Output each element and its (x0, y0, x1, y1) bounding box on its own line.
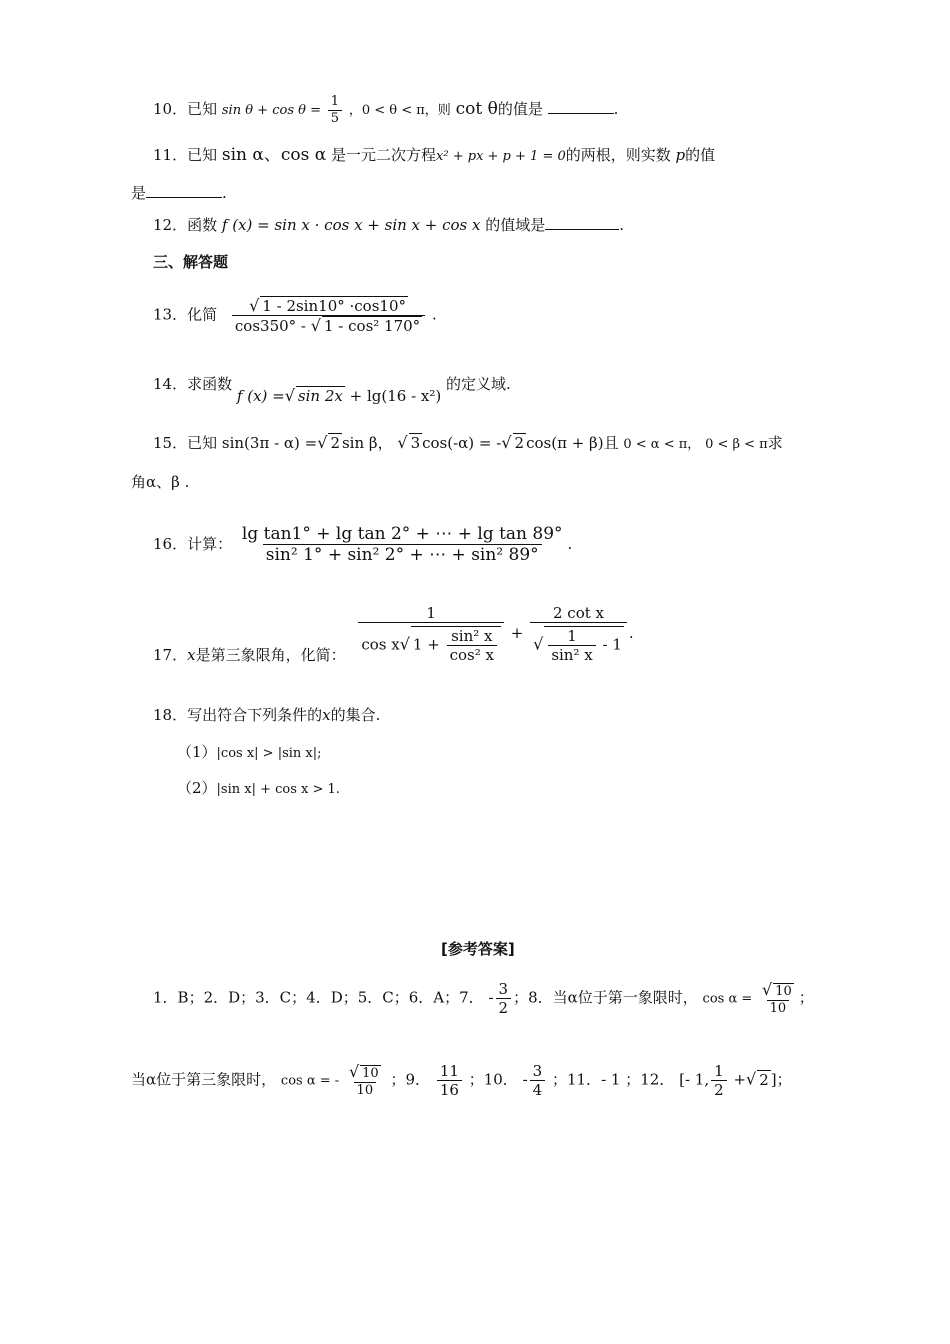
q-text: 的值是 (497, 100, 543, 119)
question-11-cont: 是 . (131, 184, 227, 202)
radicand: 2 (759, 1070, 769, 1089)
q-text: 化简 (187, 305, 218, 324)
q-number: 14． (153, 375, 188, 393)
fraction (711, 1062, 727, 1099)
variable: p (675, 146, 686, 164)
answers-text: ；12． (625, 1070, 675, 1089)
answers-line-2: 当α位于第三象限时， cos α = - $\frac{√ 10}{10}$ ；9． $\frac{11}{16}$ ；10． - $\frac{3}{4}$ ；11．- 1 ；12． [- 1, $\frac{1}{2}$ +√ 2 ]； (131, 1062, 792, 1099)
numerator: √ 10 (762, 980, 792, 1000)
numerator: √ 1 - 2sin10° ·cos10° (249, 296, 406, 315)
answers-title: [参考答案] (441, 940, 515, 958)
numerator: 1 (330, 94, 340, 109)
fraction (530, 604, 627, 664)
q-number: 15． (153, 434, 188, 452)
operator: + (733, 1070, 747, 1089)
question-18 (153, 706, 380, 724)
formula: cos α = (702, 991, 753, 1007)
answers-text: ；8．当α位于第一象限时， (513, 988, 698, 1007)
fraction (328, 94, 342, 126)
answers-text: ；11． (551, 1070, 602, 1089)
answers-text: ；9． (390, 1070, 431, 1089)
denominator: cos² x (447, 645, 497, 664)
radicand: 1 - 2sin10° ·cos10° (262, 297, 406, 315)
q-text: 的值 (685, 146, 716, 164)
denominator: cos x√ 1 + $\frac{\text{sin² x}}{\text{cos² x}}$ (358, 622, 504, 664)
q-text: 写出符合下列条件的 (187, 706, 323, 724)
sign: - (522, 1070, 528, 1089)
q-text: 求 (767, 434, 783, 452)
q-text: 的集合. (330, 706, 381, 724)
part-label: （2） (177, 779, 217, 797)
q-text: 的定义域. (446, 375, 511, 393)
denominator: 10 (767, 1000, 790, 1017)
q-number: 17． (153, 646, 188, 664)
question-16: 16．计算： $\frac{\text{lg tan1° + lg tan 2° + ⋯ + lg tan 89°}}{\text{sin² 1° + sin² 2° + ⋯ + sin² 89°}}$ . (153, 524, 573, 566)
formula: f (x) = sin x · cos x + sin x + cos x (221, 216, 481, 234)
question-11 (153, 145, 715, 165)
denominator: √ $\frac{1}{\text{sin² x}}$ - 1 (530, 622, 627, 664)
radicand-part: - 1 (602, 635, 622, 654)
numerator: lg tan1° + lg tan 2° + ⋯ + lg tan 89° (241, 524, 563, 544)
fraction (759, 980, 797, 1016)
condition: 0 < α < π， (623, 437, 701, 452)
q-text: 已知 (187, 434, 218, 452)
denominator: cos350° - √ 1 - cos² 170° (232, 315, 425, 335)
fraction (239, 524, 566, 566)
question-14 (153, 374, 511, 405)
q-text: 计算： (187, 534, 233, 553)
radicand: 2 (514, 434, 525, 452)
variable: x (322, 706, 331, 724)
fraction (496, 980, 512, 1017)
numerator: 1 (714, 1062, 724, 1080)
q-text: 是 (131, 184, 147, 202)
q-text: 是一元二次方程 (331, 146, 437, 164)
radicand: 2 (330, 434, 340, 452)
formula-part: + lg(16 - x²) (349, 387, 442, 405)
answers-line-1: 1．B；2．D；3．C；4．D；5．C；6．A；7． - $\frac{3}{2}$ ；8．当α位于第一象限时， cos α = $\frac{√ 10}{10}$ ； (153, 980, 814, 1017)
fraction (232, 296, 425, 335)
radicand: 3 (410, 434, 421, 452)
answers-text: 当α位于第三象限时， (131, 1070, 277, 1089)
fraction (437, 1062, 462, 1099)
question-18-part-2 (177, 779, 340, 798)
formula: |cos x| > |sin x|; (216, 746, 322, 761)
formula: sin α、cos α (221, 145, 327, 165)
condition: ，0 < θ < π，则 (348, 103, 451, 119)
numerator: 1 (567, 627, 577, 645)
question-15-cont: 角α、β . (131, 473, 190, 491)
variable: x (187, 646, 196, 664)
question-12: 12．函数 f (x) = sin x · cos x + sin x + cos x 的值域是 . (153, 216, 625, 234)
numerator: 3 (498, 980, 509, 998)
q-text: 已知 (187, 100, 218, 119)
interval-part: [- 1, (679, 1070, 710, 1089)
denominator: 4 (530, 1080, 546, 1099)
formula: x² + px + p + 1 = 0 (436, 149, 566, 164)
fraction (530, 1062, 546, 1099)
inner-fraction (447, 627, 497, 664)
radicand: 10 (775, 984, 792, 1000)
fraction (358, 604, 504, 664)
radicand: 1 - cos² 170° (323, 317, 421, 336)
answer-blank[interactable] (146, 183, 222, 198)
numerator: 2 cot x (553, 604, 604, 622)
q-number: 13． (153, 305, 188, 324)
sign: - (488, 988, 494, 1007)
denominator: 16 (437, 1080, 462, 1099)
q-text: 求函数 (187, 375, 233, 393)
question-17: 17．x是第三象限角，化简： 1 cos x√ 1 + $\frac{\text{sin² x}}{\text{cos² x}}$ + 2 cot x √ $\frac{1}{\text{sin² x}}$ - 1 . (153, 604, 634, 664)
condition: 0 < β < π (705, 437, 768, 452)
denominator: 2 (496, 998, 512, 1017)
denominator: sin² x (548, 645, 595, 664)
denominator: sin² 1° + sin² 2° + ⋯ + sin² 89° (263, 544, 542, 565)
q-number: 18． (153, 706, 188, 724)
denominator: 2 (711, 1080, 727, 1099)
answer-blank[interactable] (548, 99, 614, 114)
numerator: 1 (426, 604, 436, 622)
question-13: 13．化简 $\frac{√ 1 - 2\sin 10^\circ \cdot\cos 10^\circ}{\text{cos350° - √ 1 - cos² 170°}}$ . (153, 296, 437, 336)
formula-part: sin β， (341, 434, 393, 452)
formula-part: sin(3π - α) = (221, 434, 318, 452)
fraction (346, 1062, 384, 1098)
radicand (544, 626, 624, 664)
denominator: 10 (354, 1082, 377, 1099)
q-text: 是第三象限角，化简： (195, 646, 346, 664)
den-part: cos x (361, 635, 400, 654)
question-18-part-1 (177, 743, 322, 762)
question-10: 10．已知 sin θ + cos θ = $\frac{1}{5}$ ，0 < θ < π，则 cot θ的值是 . (153, 94, 619, 126)
numerator: 11 (439, 1062, 459, 1080)
numerator: 3 (532, 1062, 543, 1080)
formula: sin θ + cos θ = (221, 103, 321, 119)
numerator: √ 10 (348, 1062, 379, 1082)
formula-part: f (x) = (236, 387, 285, 405)
part-label: （1） (177, 743, 217, 761)
formula-part: cos(-α) = - (422, 434, 502, 452)
den-part: cos350° - (234, 317, 306, 336)
radicand: 10 (362, 1066, 379, 1082)
radicand (411, 626, 501, 664)
q-text: 的两根，则实数 (565, 146, 671, 164)
answers-text: ；10． (468, 1070, 518, 1089)
answer-value: - 1 (601, 1070, 621, 1089)
interval-part: ]； (770, 1070, 792, 1089)
answer-blank[interactable] (545, 215, 619, 230)
radicand: sin 2x (297, 387, 343, 405)
answers-text: 1．B；2．D；3．C；4．D；5．C；6．A；7． (153, 988, 484, 1007)
q-text: 函数 (187, 216, 218, 234)
numerator: sin² x (451, 627, 493, 645)
section-heading: 三、解答题 (153, 253, 229, 271)
q-text: 的值域是 (485, 216, 546, 234)
operator: + (510, 624, 524, 642)
question-15: 15．已知 sin(3π - α) =√ 2 sin β， √ 3 cos(-α) = -√ 2 cos(π + β)且 0 < α < π， 0 < β < π求 (153, 433, 783, 452)
q-number: 10． (153, 100, 188, 119)
q-number: 16． (153, 534, 188, 553)
denominator: 5 (328, 110, 342, 127)
q-text: 已知 (187, 146, 218, 164)
formula: cot θ (455, 99, 498, 120)
formula: |sin x| + cos x > 1. (216, 782, 340, 797)
q-number: 12． (153, 216, 188, 234)
q-text: 且 (603, 434, 619, 452)
inner-fraction (548, 627, 595, 664)
q-number: 11． (153, 146, 188, 164)
radicand-part: 1 + (412, 635, 440, 654)
formula-part: cos(π + β) (526, 434, 604, 452)
formula: cos α = - (280, 1073, 340, 1089)
formula: f (x) =√ sin 2x + lg(16 - x²) (236, 386, 442, 405)
